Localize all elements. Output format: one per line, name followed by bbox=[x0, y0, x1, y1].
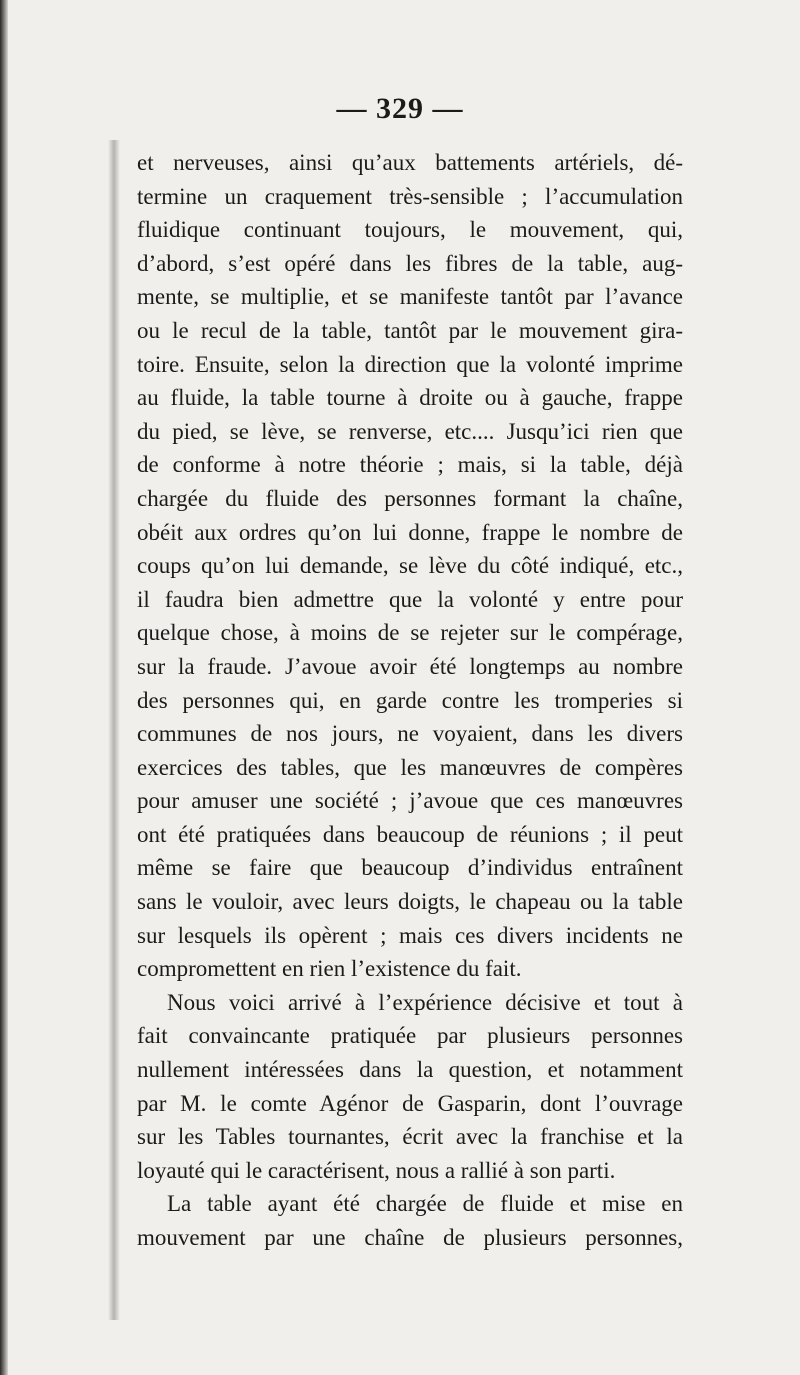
text-line: toire. Ensuite, selon la direction que la volonté imprime bbox=[137, 351, 683, 377]
text-line: nullement intéressées dans la question, et notamment bbox=[137, 1057, 683, 1083]
text-line: mente, se multiplie, et se manifeste tantôt par l’avance bbox=[137, 284, 683, 310]
text-line: sans le vouloir, avec leurs doigts, le chapeau ou la table bbox=[137, 889, 683, 915]
text-line: obéit aux ordres qu’on lui donne, frappe le nombre de bbox=[137, 519, 683, 545]
page-number-header: — 329 — bbox=[336, 92, 464, 125]
text-line: La table ayant été chargée de fluide et mise en bbox=[167, 1191, 683, 1217]
text-line: fait convaincante pratiquée par plusieurs personnes bbox=[137, 1023, 683, 1049]
text-line: ont été pratiquées dans beaucoup de réunions ; il peut bbox=[137, 821, 683, 847]
text-line: chargée du fluide des personnes formant la chaîne, bbox=[137, 485, 683, 511]
body-text bbox=[137, 146, 683, 1255]
text-line: des personnes qui, en garde contre les tromperies si bbox=[137, 687, 683, 713]
text-line: et nerveuses, ainsi qu’aux battements artériels, dé- bbox=[137, 150, 683, 175]
text-line: sur lesquels ils opèrent ; mais ces divers incidents ne bbox=[137, 922, 683, 948]
text-line: même se faire que beaucoup d’individus entraînent bbox=[137, 855, 683, 881]
text-line: fluidique continuant toujours, le mouvement, qui, bbox=[137, 217, 683, 243]
text-line: pour amuser une société ; j’avoue que ces manœuvres bbox=[137, 788, 683, 814]
text-line: termine un craquement très-sensible ; l’accumulation bbox=[137, 183, 683, 209]
text-line: compromettent en rien l’existence du fait. bbox=[137, 956, 522, 982]
text-line: Nous voici arrivé à l’expérience décisive et tout à bbox=[167, 989, 683, 1015]
text-line: de conforme à notre théorie ; mais, si la table, déjà bbox=[137, 452, 683, 478]
text-line: ou le recul de la table, tantôt par le mouvement gira- bbox=[137, 317, 683, 343]
text-line: il faudra bien admettre que la volonté y entre pour bbox=[137, 586, 683, 612]
text-line: loyauté qui le caractérisent, nous a rallié à son parti. bbox=[137, 1157, 616, 1183]
text-line: exercices des tables, que les manœuvres de compères bbox=[137, 754, 683, 780]
text-line: mouvement par une chaîne de plusieurs personnes, bbox=[137, 1225, 683, 1250]
text-line: par M. le comte Agénor de Gasparin, dont l’ouvrage bbox=[137, 1090, 683, 1116]
text-line: quelque chose, à moins de se rejeter sur le compérage, bbox=[137, 620, 683, 646]
text-line: communes de nos jours, ne voyaient, dans les divers bbox=[137, 721, 683, 747]
binding-shadow bbox=[108, 140, 120, 1320]
text-line: d’abord, s’est opéré dans les fibres de la table, aug- bbox=[137, 250, 683, 276]
text-line: sur les Tables tournantes, écrit avec la franchise et la bbox=[137, 1124, 683, 1150]
text-line: sur la fraude. J’avoue avoir été longtemps au nombre bbox=[137, 653, 683, 679]
text-line: du pied, se lève, se renverse, etc.... Jusqu’ici rien que bbox=[137, 418, 683, 444]
text-line: coups qu’on lui demande, se lève du côté indiqué, etc., bbox=[137, 553, 683, 579]
text-line: au fluide, la table tourne à droite ou à gauche, frappe bbox=[137, 385, 683, 411]
page-edge bbox=[0, 0, 8, 1375]
